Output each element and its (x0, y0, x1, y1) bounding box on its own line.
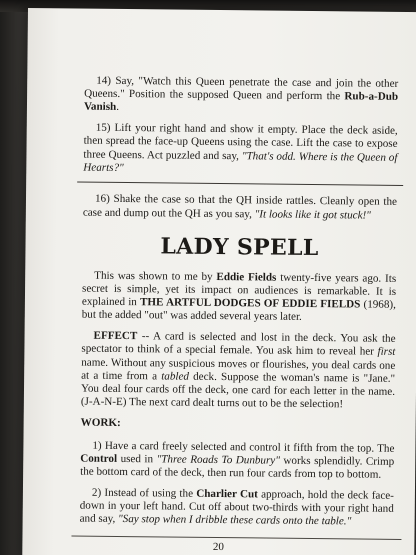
author-name: Eddie Fields (216, 270, 277, 284)
step-15-text: 15) Lift your right hand and show it empty. Place the deck aside, then spread the face-up Queens using the case. Lift the case to expose three Queens. Act puzzled and say, (83, 121, 398, 162)
control-term: Control (80, 452, 118, 465)
intro-paragraph (82, 269, 397, 325)
effect-text-c: deck. Suppose the woman's name is "Jane." You deal four cards off the deck, one card for each letter in the name. (J-A-N-E) The next card dealt turns out to be the selection! (80, 370, 396, 411)
step-14-text: 14) Say, "Watch this Queen penetrate the case and join the other Queens." Position the supposed Queen and perform the (84, 74, 399, 103)
work-2-text-a: 2) Instead of using the (91, 486, 197, 500)
step-15 (83, 122, 398, 178)
step-16-text: 16) Shake the case so that the QH inside rattles. Cleanly open the case and dump out the QH as you say, (82, 193, 398, 221)
book-title: THE ARTFUL DODGES OF EDDIE FIELDS (139, 296, 361, 311)
effect-text-b: name. Without any suspicious moves or flourishes, you deal cards one at a time from a (81, 356, 396, 383)
step-16-quote: "It looks like it got stuck!" (254, 208, 371, 222)
effect-paragraph (81, 330, 396, 413)
work-1-text-c: works splendidly. Crimp the bottom card of the deck, then run four cards from top to bottom. (80, 454, 395, 481)
effect-tabled-emphasis: tabled (161, 370, 190, 383)
book-page (22, 8, 416, 555)
effect-first-emphasis: first (377, 346, 396, 359)
page-content (80, 75, 399, 537)
work-1-text-a: 1) Have a card freely selected and control it fifth from the top. The (92, 439, 395, 455)
work-2-quote: "Say stop when I dribble these cards onto the table." (117, 513, 352, 528)
step-16 (83, 193, 397, 223)
section-heading: LADY SPELL (160, 233, 319, 261)
work-1-text-b: used in (117, 452, 157, 466)
step-15-quote: "That's odd. Where is the Queen of Hearts?" (83, 149, 398, 174)
work-step-1 (80, 439, 394, 482)
three-roads-title: "Three Roads To Dunbury" (156, 453, 280, 467)
intro-text-c: (1968), but the added "out" was added several years later. (81, 298, 396, 324)
effect-label: EFFECT (93, 329, 138, 343)
work-step-2 (80, 486, 394, 529)
intro-text-a: This was shown to me by (94, 269, 217, 283)
step-14 (84, 75, 398, 118)
page-number: 20 (212, 540, 224, 554)
charlier-cut-term: Charlier Cut (196, 487, 258, 501)
rub-a-dub-vanish-term: Rub-a-Dub Vanish (83, 90, 399, 114)
intro-text-b: twenty-five years ago. Its secret is simple, yet its impact on audiences is remarkable. It is explained in (81, 271, 397, 309)
step-14-end: . (116, 101, 120, 114)
effect-text-a: -- A card is selected and lost in the deck. You ask the spectator to think of a special female. You ask him to reveal her (81, 330, 396, 359)
work-2-text-b: approach, hold the deck face-down in your left hand. Cut off about two-thirds with your right hand and say, (79, 488, 394, 526)
work-label: WORK: (80, 416, 121, 430)
section-divider (77, 182, 403, 186)
